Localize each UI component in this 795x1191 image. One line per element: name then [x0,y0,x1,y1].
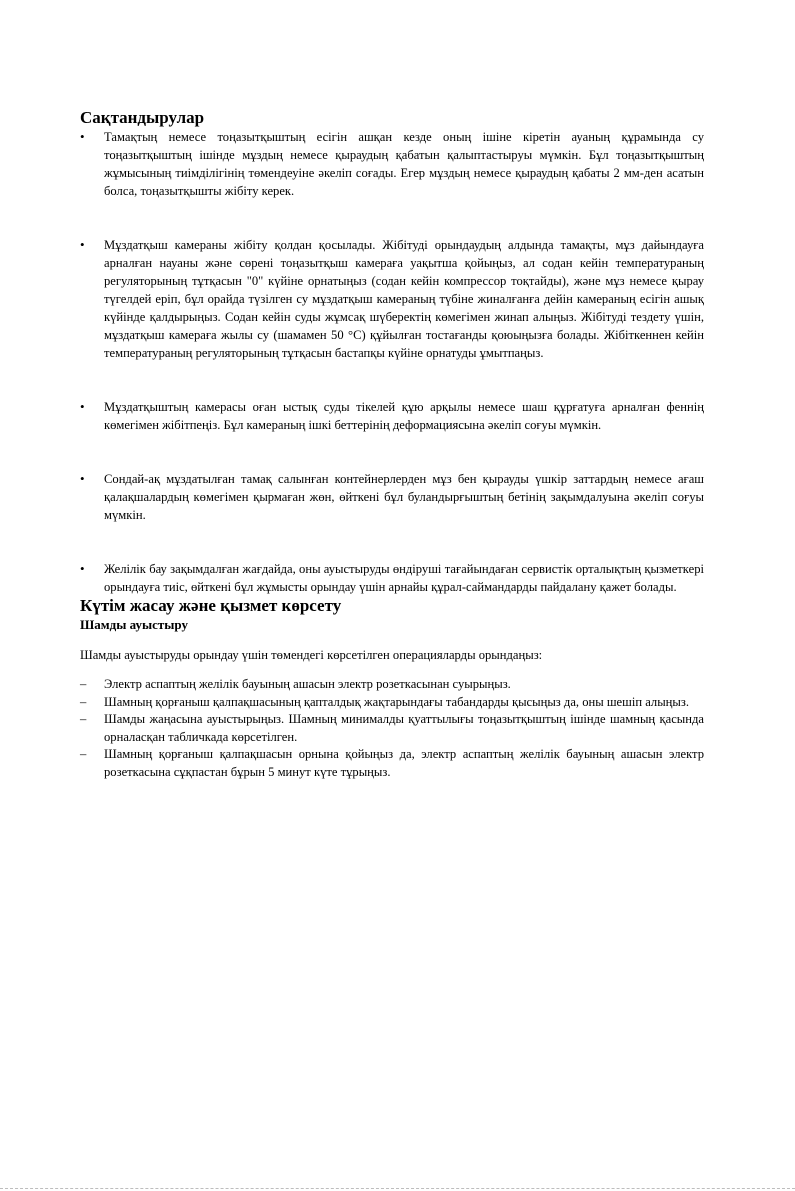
lamp-step [80,711,704,746]
precaution-item [80,398,704,434]
dash-icon: – [80,747,87,761]
precautions-title: Сақтандырулар [80,108,205,127]
lamp-step [80,676,704,694]
bullet-icon: • [80,129,85,144]
lamp-steps-list [80,676,704,781]
precaution-item [80,128,704,200]
dash-icon: – [80,712,87,726]
precaution-text: Желілік бау зақымдалған жағдайда, оны ауыстыруды өндіруші тағайындаған сервистік орталықтың қызметкері орындауға тиіс, өйткені бұл жұмысты орындау үшін арнайы құрал-саймандарды пайдалану қажет болады. [104,562,704,594]
dash-icon: – [80,694,87,709]
precaution-text: Сондай-ақ мұздатылған тамақ салынған контейнерлерден мұз бен қырауды үшкір заттардың немесе ағаш қалақшалардың көмегімен қырмаған жөн, өйткені бұл буландырғыштың бетінің зақымдалуына әкеліп соғуы мүмкін. [104,472,704,522]
lamp-replacement-intro: Шамды ауыстыруды орындау үшін төмендегі көрсетілген операцияларды орындаңыз: [80,648,543,662]
precaution-item [80,470,704,524]
care-title: Күтім жасау және қызмет көрсету [80,596,342,615]
precaution-item [80,236,704,362]
page-content [80,108,704,781]
bullet-icon: • [80,561,85,576]
bullet-icon: • [80,471,85,486]
lamp-step [80,746,704,781]
lamp-step-text: Электр аспаптың желілік бауының ашасын электр розеткасынан суырыңыз. [104,677,511,691]
precaution-text: Мұздатқыш камераны жібіту қолдан қосылады. Жібітуді орындаудың алдында тамақты, мұз дайындауға арналған науаны және сөрені тоңазытқыш камераға уақытша қойыңыз, ал содан кейін температураның регуляторының тұтқасын "0" күйіне орнатыңыз (содан кейін компрессор тоқтайды), және мұз немесе қырау түгелдей еріп, бұл орайда түзілген су мұздатқыш камераның түбіне жиналғанға дейін камераның есігін ашық күйінде қалдырыңыз. Содан кейін суды жұмсақ шүберектің көмегімен жинап алыңыз. Жібітуді тездету үшін, мұздатқыш камераға жылы су (шамамен 50 °С) құйылған тостағанды қоюыңызға болады. Жібіткеннен кейін температураның регуляторының тұтқасын бастапқы күйіне орнатуды ұмытпаңыз. [104,238,704,360]
dash-icon: – [80,677,87,691]
lamp-replacement-subtitle: Шамды ауыстыру [80,617,188,632]
precaution-item [80,560,704,596]
bullet-icon: • [80,399,85,414]
lamp-step [80,694,704,712]
precaution-text: Мұздатқыштың камерасы оған ыстық суды тікелей құю арқылы немесе шаш құрғатуға арналған феннің көмегімен жібітпеңіз. Бұл камераның ішкі беттерінің деформациясына әкеліп соғуы мүмкін. [104,400,704,432]
precaution-text: Тамақтың немесе тоңазытқыштың есігін ашқан кезде оның ішіне кіретін ауаның құрамында су тоңазытқыштың ішінде мұздың немесе қыраудың қабатын қалыптастыруы мүмкін. Бұл тоңазытқыштың жұмысының тиімділігінің төмендеуіне әкеліп соғады. Егер мұздың немесе қыраудың қабаты 2 мм-ден асатын болса, тоңазытқышты жібіту керек. [104,130,704,198]
bullet-icon: • [80,237,85,252]
lamp-step-text: Шамды жаңасына ауыстырыңыз. Шамның минималды қуаттылығы тоңазытқыштың ішінде шамның қасында орналасқан табличкада көрсетілген. [104,712,704,744]
lamp-step-text: Шамның қорғаныш қалпақшасын орнына қойыңыз да, электр аспаптың желілік бауының ашасын электр розеткасына сұқпастан бұрын 5 минут күте тұрыңыз. [104,747,704,779]
lamp-step-text: Шамның қорғаныш қалпақшасының қапталдық жақтарындағы табандарды қысыңыз да, оны шешіп алыңыз. [104,694,690,709]
precautions-list [80,128,704,596]
